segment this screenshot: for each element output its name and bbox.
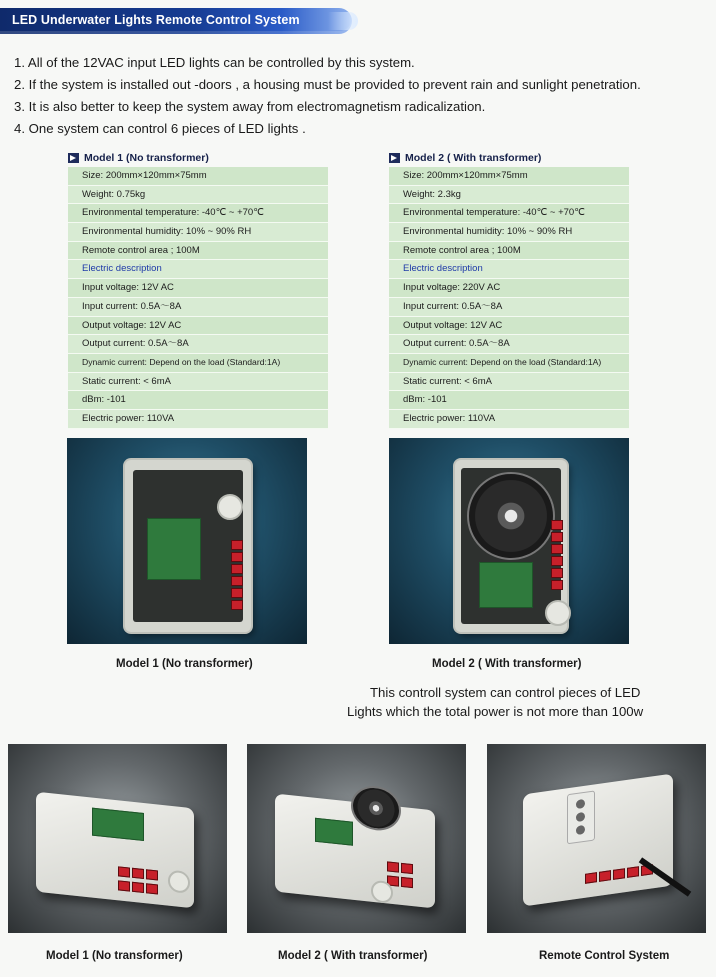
spec-row: Input voltage: 220V AC xyxy=(389,279,629,298)
spec-table-model2 xyxy=(389,150,629,429)
spec-row: Static current: < 6mA xyxy=(68,373,328,392)
spec-row: Static current: < 6mA xyxy=(389,373,629,392)
banner-title: LED Underwater Lights Remote Control System xyxy=(12,13,300,27)
intro-item: 4. One system can control 6 pieces of LED lights . xyxy=(14,121,306,136)
enclosure xyxy=(125,460,251,632)
intro-item: 1. All of the 12VAC input LED lights can be controlled by this system. xyxy=(14,55,415,70)
circuit-board xyxy=(479,562,533,608)
spec-section-heading: Electric description xyxy=(389,260,629,279)
photo-model2-open xyxy=(389,438,629,644)
spec-row: Output current: 0.5A～8A xyxy=(68,335,328,354)
spec-row: Size: 200mm×120mm×75mm xyxy=(389,167,629,186)
spec-row: Output voltage: 12V AC xyxy=(389,317,629,336)
spec-row: dBm: -101 xyxy=(68,391,328,410)
spec-section-heading: Electric description xyxy=(68,260,328,279)
spec-row: Output voltage: 12V AC xyxy=(68,317,328,336)
spec-row: Remote control area ; 100M xyxy=(68,242,328,261)
cable-gland xyxy=(545,600,571,626)
spec-row: Dynamic current: Depend on the load (Standard:1A) xyxy=(389,354,629,373)
spec-row: Output current: 0.5A～8A xyxy=(389,335,629,354)
spec-row: Dynamic current: Depend on the load (Standard:1A) xyxy=(68,354,328,373)
caption-model1: Model 1 (No transformer) xyxy=(116,658,253,670)
note-line2: Lights which the total power is not more than 100w xyxy=(347,704,644,719)
note-line1: This controll system can control pieces of LED xyxy=(370,685,641,700)
toroidal-transformer xyxy=(467,472,555,560)
intro-list xyxy=(14,52,641,140)
spec-row: Environmental temperature: -40℃ ~ +70℃ xyxy=(389,204,629,223)
photo-remote-system xyxy=(487,744,706,933)
enclosure xyxy=(455,460,567,632)
spec-row: Environmental humidity: 10% ~ 90% RH xyxy=(68,223,328,242)
spec-row: Input current: 0.5A～8A xyxy=(68,298,328,317)
spec-title-model2: Model 2 ( With transformer) xyxy=(389,150,629,165)
header-banner xyxy=(0,8,352,34)
caption-remote: Remote Control System xyxy=(539,950,670,962)
spec-row: Electric power: 110VA xyxy=(389,410,629,429)
play-bullet-icon xyxy=(68,153,79,163)
caption-model2: Model 2 ( With transformer) xyxy=(432,658,582,670)
spec-row: Input voltage: 12V AC xyxy=(68,279,328,298)
play-bullet-icon xyxy=(389,153,400,163)
intro-item: 2. If the system is installed out -doors , a housing must be provided to prevent rain and sunlight penetration. xyxy=(14,77,641,92)
spec-row: Size: 200mm×120mm×75mm xyxy=(68,167,328,186)
spec-title-model1: Model 1 (No transformer) xyxy=(68,150,328,165)
spec-row: Environmental humidity: 10% ~ 90% RH xyxy=(389,223,629,242)
intro-item: 3. It is also better to keep the system away from electromagnetism radicalization. xyxy=(14,99,486,114)
spec-row: Weight: 0.75kg xyxy=(68,186,328,205)
photo-model2-closed xyxy=(247,744,466,933)
spec-row: Environmental temperature: -40℃ ~ +70℃ xyxy=(68,204,328,223)
cable-gland xyxy=(217,494,243,520)
enclosure xyxy=(275,794,435,909)
spec-row: Input current: 0.5A～8A xyxy=(389,298,629,317)
caption-model1-bottom: Model 1 (No transformer) xyxy=(46,950,183,962)
circuit-board xyxy=(147,518,201,580)
spec-row: Electric power: 110VA xyxy=(68,410,328,429)
spec-row: dBm: -101 xyxy=(389,391,629,410)
enclosure xyxy=(36,792,194,909)
spec-row: Weight: 2.3kg xyxy=(389,186,629,205)
remote-keypad xyxy=(567,790,595,844)
caption-model2-bottom: Model 2 ( With transformer) xyxy=(278,950,428,962)
spec-rows-model1 xyxy=(68,167,328,429)
spec-rows-model2 xyxy=(389,167,629,429)
photo-model1-closed xyxy=(8,744,227,933)
photo-model1-open xyxy=(67,438,307,644)
spec-table-model1 xyxy=(68,150,328,429)
spec-row: Remote control area ; 100M xyxy=(389,242,629,261)
enclosure xyxy=(523,773,673,906)
